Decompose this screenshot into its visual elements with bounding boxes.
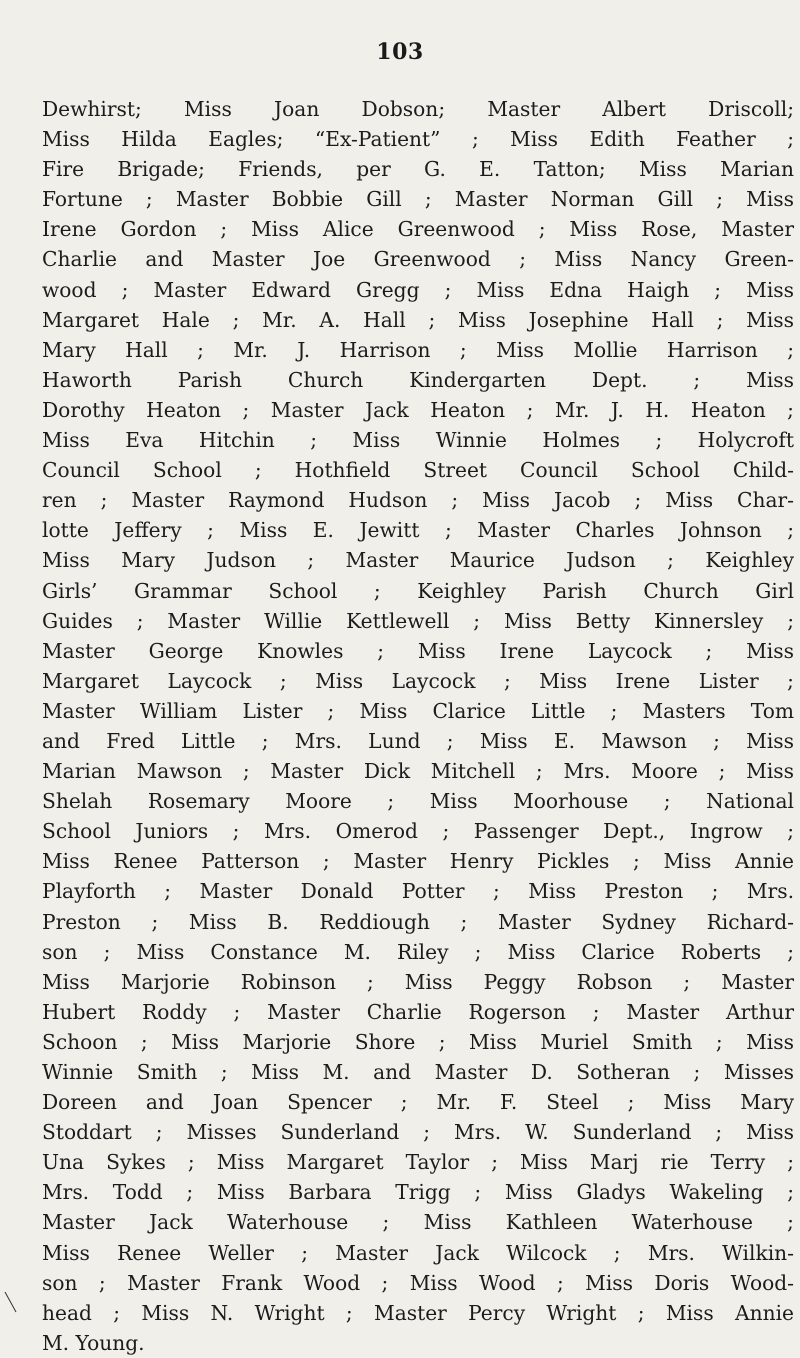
text-line: Mary Hall ; Mr. J. Harrison ; Miss Mollie Harrison ; — [42, 337, 794, 362]
text-line: Guides ; Master Willie Kettlewell ; Miss Betty Kinnersley ; — [42, 608, 794, 633]
text-line: wood ; Master Edward Gregg ; Miss Edna Haigh ; Miss — [42, 277, 794, 302]
text-line: Schoon ; Miss Marjorie Shore ; Miss Muriel Smith ; Miss — [42, 1029, 794, 1054]
text-line: Preston ; Miss B. Reddiough ; Master Sydney Richard- — [42, 909, 794, 934]
text-line: Master William Lister ; Miss Clarice Little ; Masters Tom — [42, 698, 794, 723]
text-line: Miss Eva Hitchin ; Miss Winnie Holmes ; Holycroft — [42, 428, 794, 453]
text-line: Miss Mary Judson ; Master Maurice Judson ; Keighley — [42, 548, 794, 573]
text-line: Miss Renee Weller ; Master Jack Wilcock ; Mrs. Wilkin- — [42, 1240, 794, 1265]
text-line: Margaret Laycock ; Miss Laycock ; Miss Irene Lister ; — [42, 668, 794, 693]
text-line: Una Sykes ; Miss Margaret Taylor ; Miss Marj rie Terry ; — [42, 1150, 794, 1175]
corner-mark — [4, 1291, 17, 1313]
text-line: son ; Miss Constance M. Riley ; Miss Clarice Roberts ; — [42, 939, 794, 964]
text-line: and Fred Little ; Mrs. Lund ; Miss E. Mawson ; Miss — [42, 728, 794, 753]
text-line: Miss Hilda Eagles; “Ex-Patient” ; Miss Edith Feather ; — [42, 127, 794, 152]
text-line: Dorothy Heaton ; Master Jack Heaton ; Mr. J. H. Heaton ; — [42, 397, 794, 422]
text-line: Council School ; Hothfield Street Council School Child- — [42, 458, 794, 483]
text-line: Marian Mawson ; Master Dick Mitchell ; Mrs. Moore ; Miss — [42, 759, 794, 784]
text-line: Master Jack Waterhouse ; Miss Kathleen Waterhouse ; — [42, 1210, 794, 1235]
text-line: Charlie and Master Joe Greenwood ; Miss Nancy Green- — [42, 247, 794, 272]
text-line: Hubert Roddy ; Master Charlie Rogerson ; Master Arthur — [42, 999, 794, 1024]
list-of-donors — [42, 94, 794, 1358]
text-line: Dewhirst; Miss Joan Dobson; Master Albert Driscoll; — [42, 97, 794, 121]
text-line: Master George Knowles ; Miss Irene Laycock ; Miss — [42, 638, 794, 663]
page-number: 103 — [376, 39, 424, 65]
text-line: Girls’ Grammar School ; Keighley Parish Church Girl — [42, 578, 794, 603]
text-line: Margaret Hale ; Mr. A. Hall ; Miss Josephine Hall ; Miss — [42, 307, 794, 332]
text-line: Miss Marjorie Robinson ; Miss Peggy Robson ; Master — [42, 969, 794, 994]
text-line: Haworth Parish Church Kindergarten Dept. ; Miss — [42, 367, 794, 392]
text-line: Fortune ; Master Bobbie Gill ; Master Norman Gill ; Miss — [42, 187, 794, 212]
text-line: Miss Renee Patterson ; Master Henry Pickles ; Miss Annie — [42, 849, 794, 874]
text-line: son ; Master Frank Wood ; Miss Wood ; Miss Doris Wood- — [42, 1270, 794, 1295]
text-line: Mrs. Todd ; Miss Barbara Trigg ; Miss Gladys Wakeling ; — [42, 1180, 794, 1205]
text-line: Winnie Smith ; Miss M. and Master D. Sotheran ; Misses — [42, 1060, 794, 1084]
text-line: Fire Brigade; Friends, per G. E. Tatton; Miss Marian — [42, 157, 794, 182]
text-line: Stoddart ; Misses Sunderland ; Mrs. W. Sunderland ; Miss — [42, 1120, 794, 1145]
text-line: head ; Miss N. Wright ; Master Percy Wright ; Miss Annie — [42, 1300, 794, 1325]
text-line: Shelah Rosemary Moore ; Miss Moorhouse ; National — [42, 789, 794, 814]
text-line: School Juniors ; Mrs. Omerod ; Passenger Dept., Ingrow ; — [42, 819, 794, 844]
text-line: lotte Jeffery ; Miss E. Jewitt ; Master Charles Johnson ; — [42, 518, 794, 543]
text-line: Playforth ; Master Donald Potter ; Miss Preston ; Mrs. — [42, 879, 794, 904]
text-line: Doreen and Joan Spencer ; Mr. F. Steel ; Miss Mary — [42, 1090, 794, 1115]
text-line: Irene Gordon ; Miss Alice Greenwood ; Miss Rose, Master — [42, 217, 794, 242]
text-line: ren ; Master Raymond Hudson ; Miss Jacob ; Miss Char- — [42, 488, 794, 513]
text-line: M. Young. — [42, 1330, 145, 1355]
